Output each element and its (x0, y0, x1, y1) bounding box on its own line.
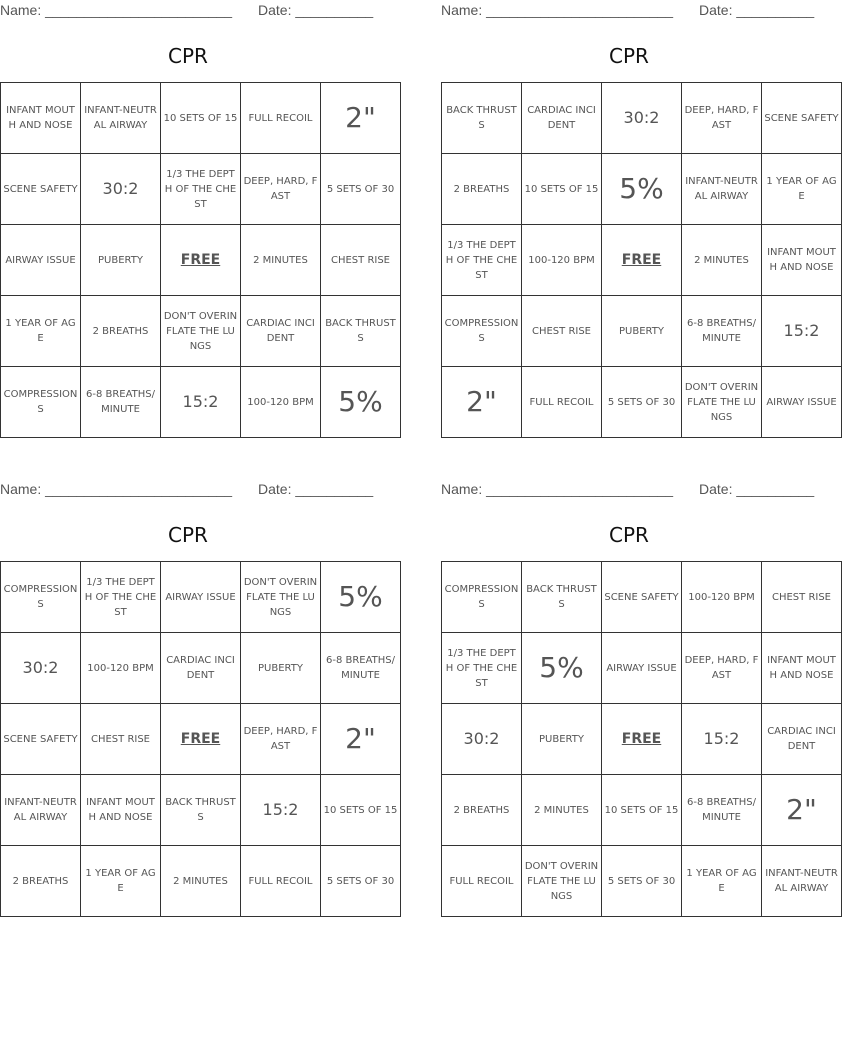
bingo-square[interactable]: 2 MINUTES (241, 225, 321, 296)
bingo-square[interactable]: 100-120 BPM (522, 225, 602, 296)
bingo-square[interactable]: 15:2 (762, 296, 842, 367)
bingo-square[interactable]: CARDIAC INCIDENT (161, 633, 241, 704)
bingo-square[interactable]: 30:2 (81, 154, 161, 225)
bingo-square[interactable]: 5 SETS OF 30 (602, 367, 682, 438)
bingo-square[interactable]: FULL RECOIL (241, 846, 321, 917)
bingo-square[interactable]: 2 MINUTES (522, 775, 602, 846)
bingo-square[interactable]: 2 BREATHS (442, 154, 522, 225)
bingo-square[interactable]: SCENE SAFETY (762, 83, 842, 154)
grid-row (1, 775, 401, 846)
bingo-square[interactable]: 6-8 BREATHS/ MINUTE (81, 367, 161, 438)
free-space[interactable]: FREE (161, 225, 241, 296)
grid-row (1, 225, 401, 296)
card-title: CPR (168, 523, 208, 547)
bingo-square[interactable]: AIRWAY ISSUE (161, 562, 241, 633)
date-field[interactable]: Date: __________ (699, 2, 815, 18)
bingo-square[interactable]: 2 BREATHS (442, 775, 522, 846)
grid-row (442, 775, 842, 846)
bingo-square[interactable]: 2 BREATHS (1, 846, 81, 917)
bingo-square[interactable]: 10 SETS OF 15 (321, 775, 401, 846)
free-space[interactable]: FREE (161, 704, 241, 775)
bingo-square[interactable]: INFANT-NEUTRAL AIRWAY (682, 154, 762, 225)
name-field[interactable]: Name: ________________________ (441, 481, 673, 497)
bingo-square[interactable]: 10 SETS OF 15 (522, 154, 602, 225)
grid-row (442, 846, 842, 917)
bingo-square[interactable]: INFANT-NEUTRAL AIRWAY (1, 775, 81, 846)
bingo-square[interactable]: COMPRESSIONS (442, 562, 522, 633)
bingo-square[interactable]: FULL RECOIL (442, 846, 522, 917)
grid-row (442, 296, 842, 367)
bingo-grid (441, 82, 842, 438)
bingo-square[interactable]: 1 YEAR OF AGE (81, 846, 161, 917)
bingo-square[interactable]: 5 SETS OF 30 (602, 846, 682, 917)
bingo-square[interactable]: 1/3 THE DEPTH OF THE CHEST (442, 225, 522, 296)
grid-row (442, 704, 842, 775)
bingo-square[interactable]: BACK THRUSTS (321, 296, 401, 367)
bingo-square[interactable]: 2" (762, 775, 842, 846)
free-space[interactable]: FREE (602, 704, 682, 775)
date-field[interactable]: Date: __________ (258, 481, 374, 497)
bingo-grid (441, 561, 842, 917)
bingo-grid (0, 561, 401, 917)
date-field[interactable]: Date: __________ (699, 481, 815, 497)
bingo-square[interactable]: COMPRESSIONS (1, 562, 81, 633)
bingo-square[interactable]: BACK THRUSTS (161, 775, 241, 846)
bingo-square[interactable]: DEEP, HARD, FAST (682, 633, 762, 704)
bingo-square[interactable]: PUBERTY (241, 633, 321, 704)
bingo-square[interactable]: 1 YEAR OF AGE (1, 296, 81, 367)
bingo-square[interactable]: 15:2 (682, 704, 762, 775)
bingo-square[interactable]: 2 MINUTES (161, 846, 241, 917)
bingo-square[interactable]: DEEP, HARD, FAST (682, 83, 762, 154)
grid-row (1, 154, 401, 225)
bingo-square[interactable]: 2" (321, 83, 401, 154)
grid-row (1, 633, 401, 704)
bingo-square[interactable]: 1/3 THE DEPTH OF THE CHEST (442, 633, 522, 704)
grid-row (1, 83, 401, 154)
bingo-square[interactable]: CHEST RISE (81, 704, 161, 775)
bingo-square[interactable]: 30:2 (602, 83, 682, 154)
bingo-square[interactable]: COMPRESSIONS (442, 296, 522, 367)
free-space[interactable]: FREE (602, 225, 682, 296)
bingo-square[interactable]: 2 BREATHS (81, 296, 161, 367)
bingo-square[interactable]: INFANT MOUTH AND NOSE (762, 633, 842, 704)
bingo-square[interactable]: AIRWAY ISSUE (762, 367, 842, 438)
bingo-square[interactable]: FULL RECOIL (522, 367, 602, 438)
name-field[interactable]: Name: ________________________ (0, 481, 232, 497)
bingo-square[interactable]: 1/3 THE DEPTH OF THE CHEST (161, 154, 241, 225)
card-title: CPR (609, 44, 649, 68)
bingo-square[interactable]: 1/3 THE DEPTH OF THE CHEST (81, 562, 161, 633)
bingo-card-2 (441, 0, 839, 440)
bingo-square[interactable]: INFANT MOUTH AND NOSE (762, 225, 842, 296)
bingo-square[interactable]: 5% (321, 562, 401, 633)
bingo-square[interactable]: 15:2 (241, 775, 321, 846)
bingo-square[interactable]: 2" (442, 367, 522, 438)
bingo-square[interactable]: 100-120 BPM (241, 367, 321, 438)
grid-row (442, 154, 842, 225)
bingo-square[interactable]: CHEST RISE (762, 562, 842, 633)
bingo-square[interactable]: FULL RECOIL (241, 83, 321, 154)
bingo-square[interactable]: 2 MINUTES (682, 225, 762, 296)
bingo-square[interactable]: CARDIAC INCIDENT (241, 296, 321, 367)
bingo-square[interactable]: 100-120 BPM (682, 562, 762, 633)
bingo-square[interactable]: 15:2 (161, 367, 241, 438)
bingo-square[interactable]: 10 SETS OF 15 (602, 775, 682, 846)
bingo-square[interactable]: PUBERTY (81, 225, 161, 296)
bingo-square[interactable]: 30:2 (1, 633, 81, 704)
bingo-square[interactable]: CARDIAC INCIDENT (522, 83, 602, 154)
grid-row (442, 83, 842, 154)
bingo-square[interactable]: 6-8 BREATHS/ MINUTE (682, 775, 762, 846)
bingo-square[interactable]: BACK THRUSTS (522, 562, 602, 633)
grid-row (442, 225, 842, 296)
bingo-square[interactable]: 5 SETS OF 30 (321, 846, 401, 917)
bingo-square[interactable]: 10 SETS OF 15 (161, 83, 241, 154)
bingo-square[interactable]: INFANT-NEUTRAL AIRWAY (762, 846, 842, 917)
bingo-square[interactable]: 1 YEAR OF AGE (682, 846, 762, 917)
bingo-square[interactable]: PUBERTY (602, 296, 682, 367)
bingo-square[interactable]: SCENE SAFETY (1, 704, 81, 775)
grid-row (1, 846, 401, 917)
grid-row (1, 562, 401, 633)
card-title: CPR (168, 44, 208, 68)
bingo-square[interactable]: DON'T OVERINFLATE THE LUNGS (522, 846, 602, 917)
bingo-square[interactable]: DON'T OVERINFLATE THE LUNGS (682, 367, 762, 438)
bingo-square[interactable]: 100-120 BPM (81, 633, 161, 704)
name-field[interactable]: Name: ________________________ (0, 2, 232, 18)
card-title: CPR (609, 523, 649, 547)
grid-row (442, 367, 842, 438)
bingo-square[interactable]: 5 SETS OF 30 (321, 154, 401, 225)
bingo-square[interactable]: AIRWAY ISSUE (602, 633, 682, 704)
bingo-square[interactable]: DON'T OVERINFLATE THE LUNGS (161, 296, 241, 367)
bingo-square[interactable]: DON'T OVERINFLATE THE LUNGS (241, 562, 321, 633)
bingo-square[interactable]: BACK THRUSTS (442, 83, 522, 154)
bingo-card-3 (0, 479, 398, 919)
grid-row (1, 296, 401, 367)
bingo-square[interactable]: INFANT MOUTH AND NOSE (1, 83, 81, 154)
bingo-card-4 (441, 479, 838, 919)
bingo-square[interactable]: CHEST RISE (522, 296, 602, 367)
date-field[interactable]: Date: __________ (258, 2, 374, 18)
bingo-square[interactable]: SCENE SAFETY (1, 154, 81, 225)
bingo-square[interactable]: CARDIAC INCIDENT (762, 704, 842, 775)
bingo-square[interactable]: 5% (321, 367, 401, 438)
name-field[interactable]: Name: ________________________ (441, 2, 673, 18)
bingo-square[interactable]: CHEST RISE (321, 225, 401, 296)
bingo-square[interactable]: DEEP, HARD, FAST (241, 154, 321, 225)
grid-row (1, 704, 401, 775)
bingo-square[interactable]: INFANT MOUTH AND NOSE (81, 775, 161, 846)
bingo-square[interactable]: 30:2 (442, 704, 522, 775)
bingo-square[interactable]: 2" (321, 704, 401, 775)
bingo-square[interactable]: 6-8 BREATHS/ MINUTE (321, 633, 401, 704)
bingo-square[interactable]: PUBERTY (522, 704, 602, 775)
bingo-grid (0, 82, 401, 438)
bingo-square[interactable]: INFANT-NEUTRAL AIRWAY (81, 83, 161, 154)
bingo-card-1 (0, 0, 396, 440)
bingo-square[interactable]: 6-8 BREATHS/ MINUTE (682, 296, 762, 367)
bingo-square[interactable]: 5% (522, 633, 602, 704)
bingo-square[interactable]: SCENE SAFETY (602, 562, 682, 633)
bingo-square[interactable]: DEEP, HARD, FAST (241, 704, 321, 775)
bingo-square[interactable]: 1 YEAR OF AGE (762, 154, 842, 225)
bingo-square[interactable]: 5% (602, 154, 682, 225)
grid-row (1, 367, 401, 438)
bingo-square[interactable]: AIRWAY ISSUE (1, 225, 81, 296)
bingo-square[interactable]: COMPRESSIONS (1, 367, 81, 438)
grid-row (442, 633, 842, 704)
grid-row (442, 562, 842, 633)
